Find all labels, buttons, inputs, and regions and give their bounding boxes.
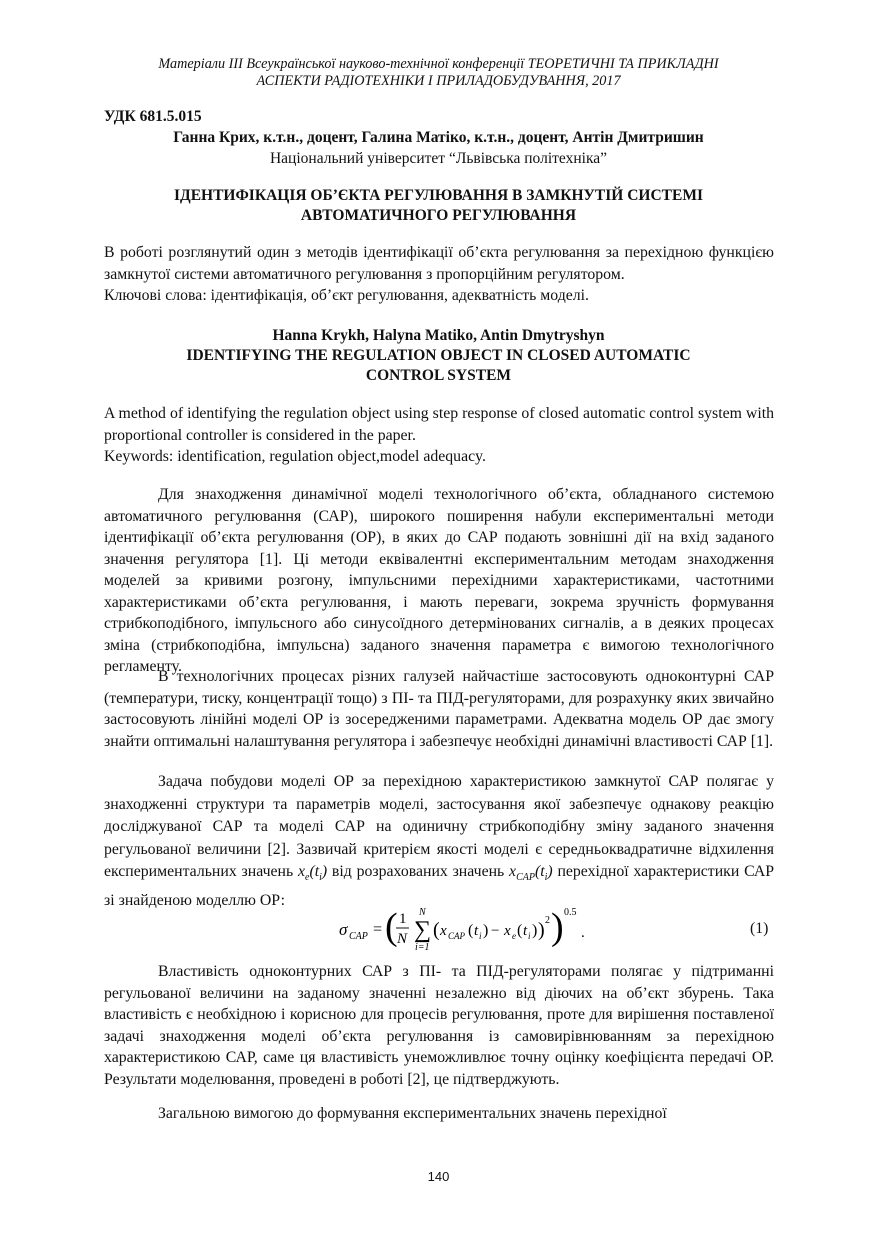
- formula-minus: −: [491, 923, 500, 939]
- svg-text:i: i: [528, 931, 531, 941]
- formula-frac-num: 1: [399, 911, 407, 927]
- formula-frac-den: N: [397, 931, 408, 947]
- body-paragraph-3-part-b: від розрахованих значень: [331, 863, 505, 880]
- body-paragraph-3: [104, 771, 774, 912]
- conference-header-line1: Матеріали ІІІ Всеукраїнської науково-технічної конференції ТЕОРЕТИЧНІ ТА ПРИКЛАДНІ: [158, 56, 719, 72]
- formula-lhs: σ: [339, 920, 348, 939]
- formula-xcap: x: [440, 923, 447, 939]
- keywords-uk: Ключові слова: ідентифікація, об’єкт регулювання, адекватність моделі.: [104, 287, 589, 304]
- formula-lhs-sub: CAP: [349, 931, 368, 942]
- keywords-en: Keywords: identification, regulation object,model adequacy.: [104, 448, 486, 465]
- title-en-line2: CONTROL SYSTEM: [365, 367, 512, 384]
- svg-text:): ): [532, 922, 538, 939]
- body-paragraph-4: Властивість одноконтурних САР з ПІ- та ПІД-регуляторами полягає у підтриманні регульованої величини на заданому значенні незалежно від діючих на об’єкт збурень. Така властивість є необхідною і корисною для процесів регулювання, проте для вирішення поставленої задачі знаходження моделі об’єкта регулювання із самовирівнюванням за перехідною характеристикою САР, саме ця властивість унеможливлює точну оцінку коефіцієнта передачі ОР. Результати моделювання, проведені в роботі [2], це підтверджують.: [104, 963, 774, 1088]
- formula-sigma: ∑: [414, 917, 432, 943]
- body-paragraph-3-part-a: Задача побудови моделі ОР за перехідною характеристикою замкнутої САР полягає у знаходженні структури та параметрів моделі, застосування якої забезпечує однакову реакцію досліджуваної САР та моделі САР на одиничну стрибкоподібну зміну заданого значення регульованої величини [2]. Зазвичай критерієм якості моделі є середньоквадратичне відхилення експериментальних значень: [104, 773, 774, 880]
- title-uk-line1: ІДЕНТИФІКАЦІЯ ОБ’ЄКТА РЕГУЛЮВАННЯ В ЗАМКНУТІЙ СИСТЕМІ: [174, 187, 703, 204]
- inline-math-xcap: $x_{CAP}(t_i)$: [509, 863, 553, 884]
- formula-xe: x: [504, 923, 511, 939]
- formula-right-paren: ): [551, 906, 564, 948]
- body-paragraph-2: В технологічних процесах різних галузей найчастіше застосовують одноконтурні САР (температури, тиску, концентрації тощо) з ПІ- та ПІД-регуляторами, для розрахунку яких звичайно застосовують лінійні моделі ОР із зосередженими параметрами. Адекватна модель ОР дає змогу знайти оптимальні налаштування регулятора і забезпечує необхідні динамічні властивості САР [1].: [104, 668, 774, 750]
- svg-text:(: (: [468, 922, 474, 939]
- svg-text:t: t: [523, 923, 528, 939]
- page-number: 140: [427, 1169, 450, 1184]
- udk-code: УДК 681.5.015: [104, 108, 202, 125]
- formula-sum-top: N: [419, 907, 426, 918]
- authors-uk: Ганна Крих, к.т.н., доцент, Галина Матіко, к.т.н., доцент, Антін Дмитришин: [173, 129, 704, 146]
- svg-text:i: i: [479, 931, 482, 941]
- abstract-uk-text: В роботі розглянутий один з методів ідентифікації об’єкта регулювання за перехідною функцією замкнутої системи автоматичного регулювання з пропорційним регулятором.: [104, 244, 774, 283]
- formula-left-paren: (: [385, 906, 398, 948]
- svg-text:.: .: [581, 925, 585, 941]
- equation-number: (1): [750, 920, 769, 937]
- formula-inner-left-paren: (: [433, 919, 440, 941]
- abstract-uk: [104, 242, 774, 307]
- svg-text:(: (: [517, 922, 523, 939]
- abstract-en-text: A method of identifying the regulation object using step response of closed automatic control system with proportional controller is considered in the paper.: [104, 405, 774, 444]
- body-paragraph-3-part-c: перехідної характеристики САР зі знайденою моделлю ОР:: [104, 863, 775, 909]
- formula-power: 2: [545, 915, 550, 926]
- conference-header: [60, 56, 817, 90]
- title-uk: [60, 186, 817, 226]
- formula-outer-power: 0.5: [564, 907, 577, 918]
- formula-xcap-sub: CAP: [448, 931, 465, 941]
- title-uk-line2: АВТОМАТИЧНОГО РЕГУЛЮВАННЯ: [300, 207, 577, 224]
- authors-en: Hanna Krykh, Halyna Matiko, Antin Dmytryshyn: [272, 327, 605, 344]
- formula-1: [339, 905, 589, 951]
- svg-text:): ): [483, 922, 489, 939]
- formula-equals: =: [373, 921, 383, 938]
- title-en-line1: IDENTIFYING THE REGULATION OBJECT IN CLOSED AUTOMATIC: [186, 347, 691, 364]
- conference-header-line2: АСПЕКТИ РАДІОТЕХНІКИ І ПРИЛАДОБУДУВАННЯ, 2017: [256, 73, 621, 89]
- svg-text:t: t: [474, 923, 479, 939]
- body-paragraph-1: Для знаходження динамічної моделі технологічного об’єкта, обладнаного системою автоматичного регулювання (САР), широкого поширення набули експериментальні методи ідентифікації об’єкта регулювання (ОР), в яких до САР подають зовнішні дії на вхід заданого значення регулятора [1]. Ці методи еквівалентні експериментальним методам знаходження моделей за кривими розгону, імпульсними перехідними характеристиками, частотними характеристиками об’єкта регулювання, і мають переваги, зокрема зручність формування стрибкоподібного, імпульсного або синусоїдного детермінованих сигналів, а в деяких процесах зміна (стрибкоподібна, імпульсна) заданого значення параметра є вимогою технологічного регламенту.: [104, 486, 774, 675]
- formula-sum-bottom: i=1: [415, 942, 430, 951]
- inline-math-xe: $x_e(t_i)$: [297, 863, 328, 884]
- affiliation: Національний університет “Львівська політехніка”: [269, 150, 608, 167]
- formula-xe-sub: e: [512, 931, 516, 941]
- abstract-en: [104, 403, 774, 468]
- title-en-block: [60, 326, 817, 386]
- body-paragraph-5: Загальною вимогою до формування експериментальних значень перехідної: [158, 1105, 667, 1122]
- formula-inner-right-paren: ): [538, 919, 545, 941]
